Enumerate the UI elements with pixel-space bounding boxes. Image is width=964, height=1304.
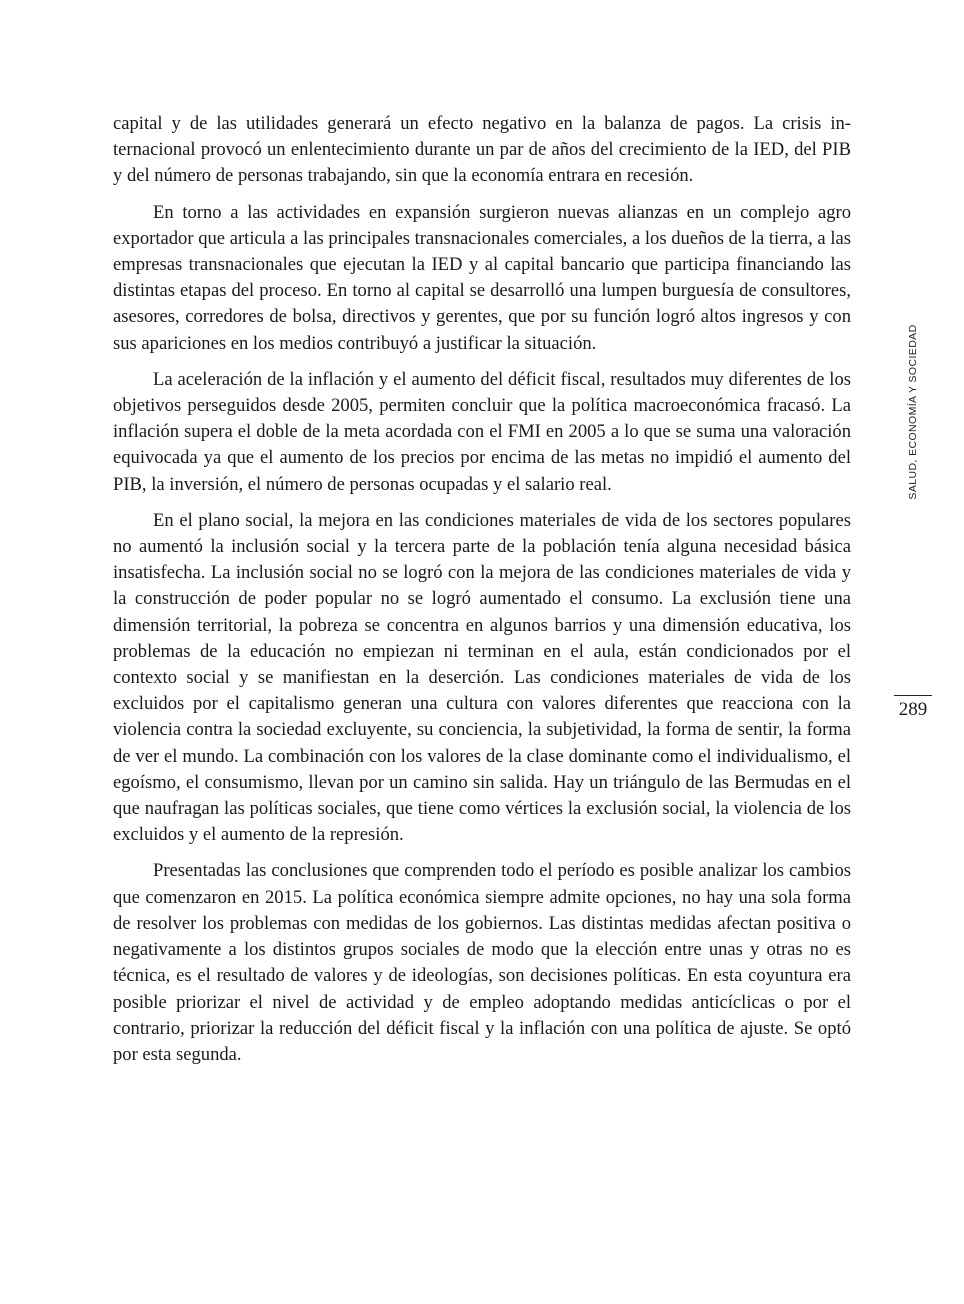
page-number-rule [894, 695, 932, 696]
paragraph-conclusions-2015: Presentadas las conclusiones que comprenden todo el período es posible analizar los cambios que comenzaron en 2015. La política económica siempre admite opciones, no hay una sola forma de resolver los problemas con medidas de los gobiernos. Las distintas medidas afectan positiva o negativamente a los distintos grupos sociales de modo que la elección entre unas y otras no es técnica, es el resultado de valores y de ideologías, son decisiones políticas. En esta coyuntura era posible priorizar el nivel de actividad y de empleo adoptando medidas anticíclicas o por el contrario, priorizar la reducción del déficit fiscal y la inflación con una política de ajuste. Se optó por esta segunda. [113, 860, 851, 1065]
paragraph-social-inclusion: En el plano social, la mejora en las condiciones materiales de vida de los sectores populares no aumentó la inclusión social y la tercera parte de la población tenía alguna necesidad básica insatisfecha. La inclusión social no se logró con la mejora de las condiciones materiales de vida y la construcción de poder popular no se logró aumentado el consumo. La exclusión tiene una dimensión territorial, la pobreza se concentra en algunos barrios y una dimensión educativa, los problemas de la educación no empiezan ni terminan en el aula, están condicionados por el contexto social y se manifiestan en la deserción. Las condiciones materiales de vida de los excluidos por el capitalismo generan una cultura con valores diferentes que reacciona con la violencia contra la sociedad excluyente, su conciencia, la subjetividad, la forma de sentir, la forma de ver el mundo. La combinación con los valores de la clase dominante como el individualismo, el egoísmo, el consumismo, llevan por un camino sin salida. Hay un triángulo de las Bermudas en el que naufragan las políticas sociales, que tiene como vértices la exclusión social, la violencia de los excluidos y el aumento de la represión. [113, 509, 851, 846]
running-head: SALUD, ECONOMÍA Y SOCIEDAD [907, 324, 919, 500]
paragraph-agro-exporter-alliances: En torno a las actividades en expansión surgieron nuevas alianzas en un complejo agro exportador que articula a las principales transnacionales comerciales, a los dueños de la tierra, a las empresas transnacionales que ejecutan la IED y al capital bancario que participa financiando las distintas etapas del proceso. En torno al capital se desarrolló una lumpen burguesía de consultores, asesores, corredores de bolsa, directivos y gerentes, que por su función logró altos ingresos y con sus apariciones en los medios contribuyó a justificar la situación. [113, 201, 851, 354]
page-number: 289 [898, 699, 928, 720]
paragraph-macroeconomic-policy: La aceleración de la inflación y el aumento del déficit fiscal, resultados muy diferentes de los objetivos perseguidos desde 2005, permiten concluir que la política macroeconómica fracasó. La inflación supera el doble de la meta acordada con el FMI en 2005 a lo que se suma una valoración equivocada ya que el aumento de los precios por encima de las metas no impidió el aumento del PIB, la inversión, el número de personas ocupadas y el salario real. [113, 368, 851, 495]
paragraph-continuation: capital y de las utilidades generará un efecto negativo en la balanza de pagos. La crisis internacional provocó un enlentecimiento durante un par de años del crecimiento de la IED, del PIB y del número de personas trabajando, sin que la economía entrara en recesión. [113, 113, 851, 187]
page-body [113, 111, 851, 1078]
